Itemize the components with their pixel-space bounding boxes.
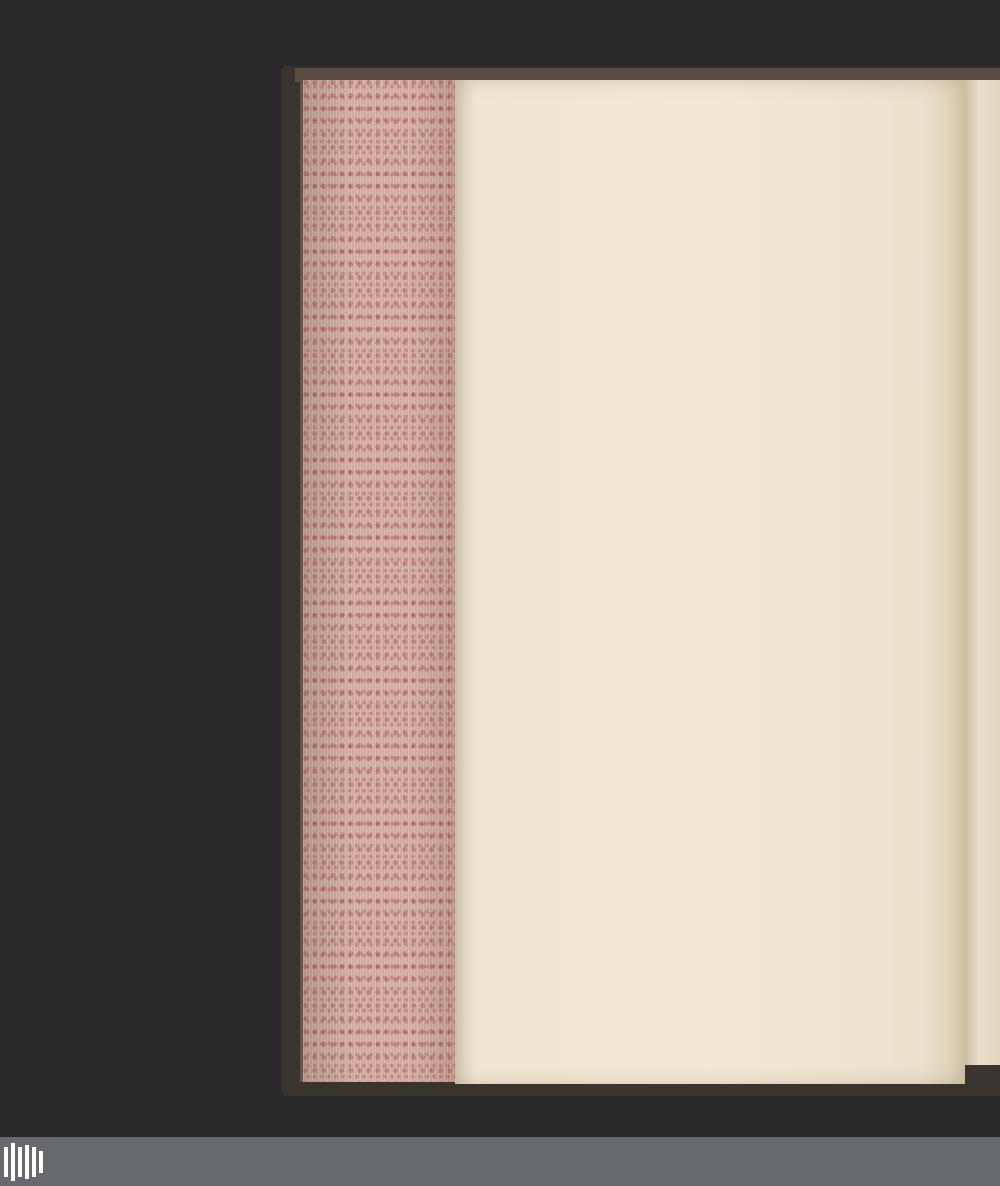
adjacent-page-strip xyxy=(965,80,1000,1065)
page-edges xyxy=(300,80,460,1082)
library-footer xyxy=(0,1137,1000,1186)
running-head xyxy=(520,106,960,132)
library-logo-icon xyxy=(4,1143,44,1181)
book-page xyxy=(455,80,965,1084)
